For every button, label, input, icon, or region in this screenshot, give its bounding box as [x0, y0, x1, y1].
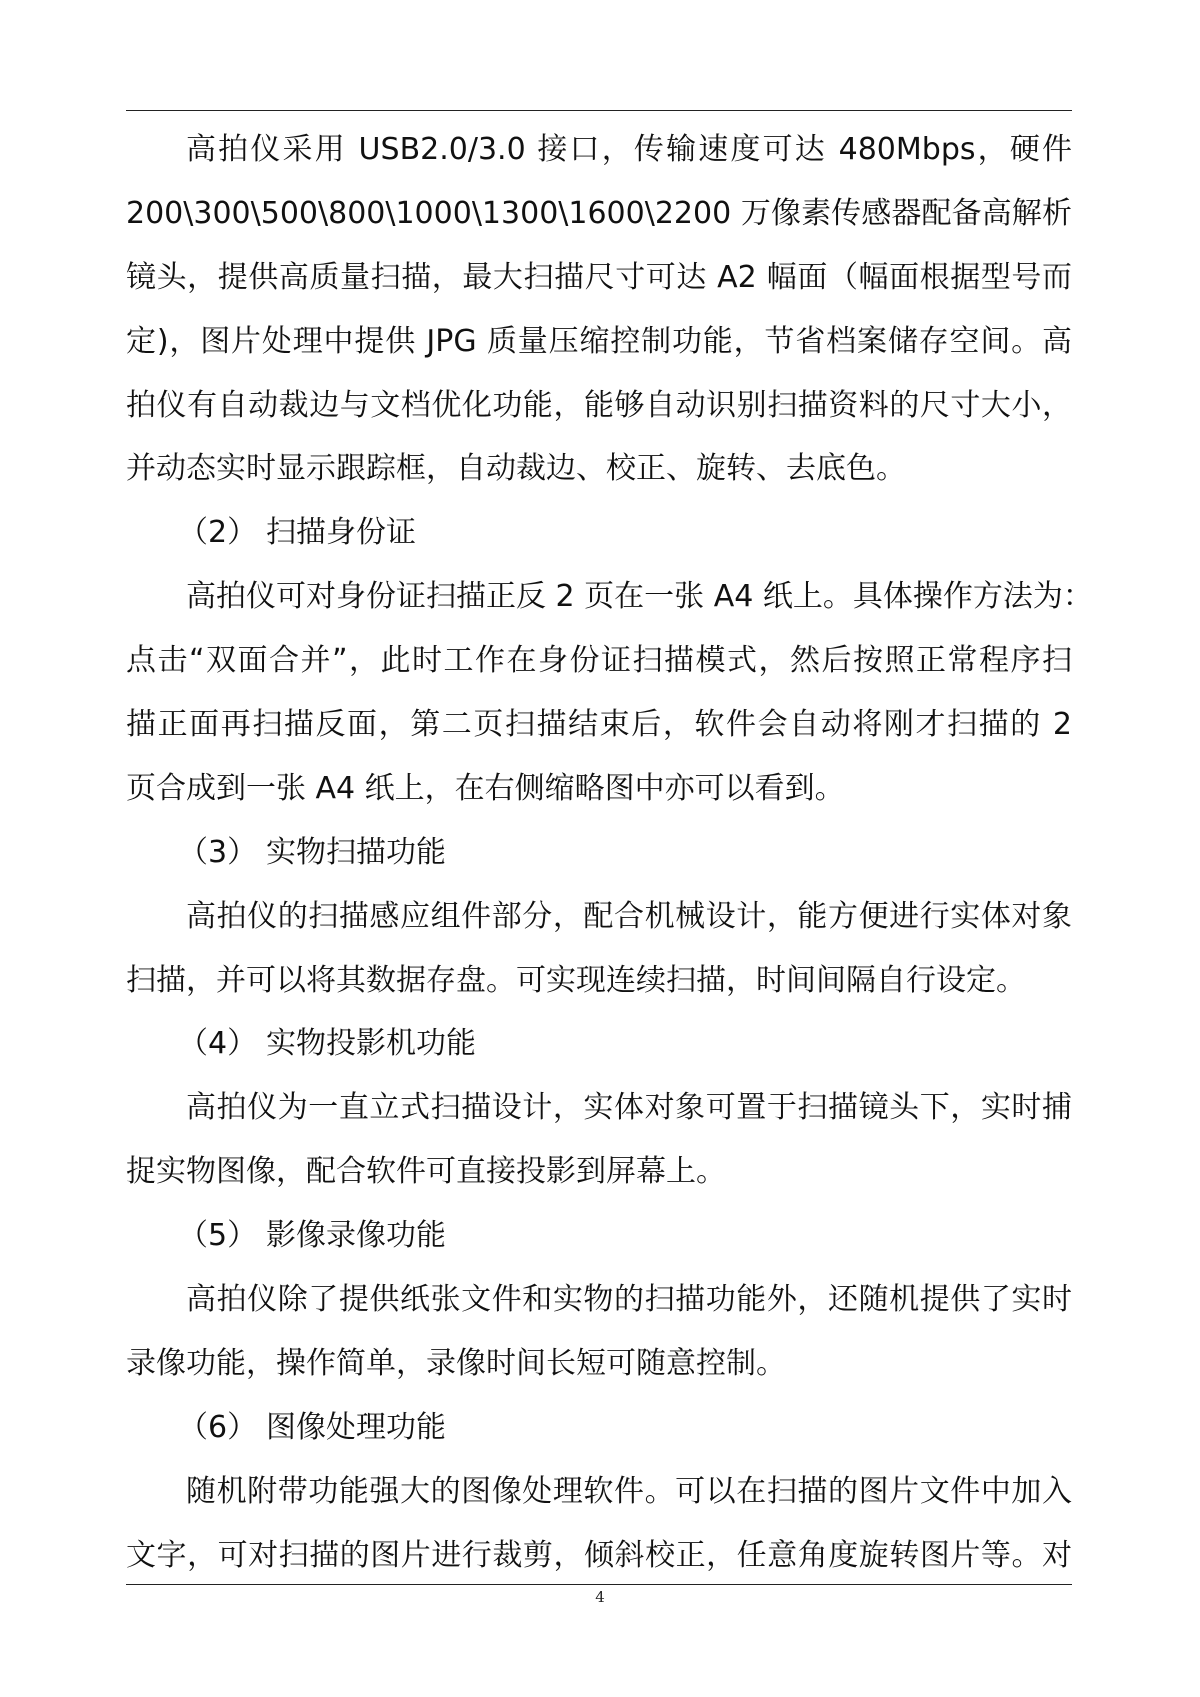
section-heading: [126, 1012, 1072, 1076]
section-title: 影像录像功能: [266, 1218, 446, 1254]
page-number: 4: [595, 1588, 605, 1606]
section-title: 扫描身份证: [266, 515, 416, 551]
section-number: （4）: [178, 1026, 258, 1062]
section-title: 实物投影机功能: [266, 1026, 476, 1062]
paragraph-line: 200\300\500\800\1000\1300\1600\2200 万像素传感器配备高解析: [126, 195, 1072, 231]
paragraph-line: 拍仪有自动裁边与文档优化功能，能够自动识别扫描资料的尺寸大小，: [126, 387, 1072, 423]
paragraph-line: 点击“双面合并”，此时工作在身份证扫描模式，然后按照正常程序扫: [126, 643, 1072, 679]
paragraph-line: 录像功能，操作简单，录像时间长短可随意控制。: [126, 1345, 786, 1381]
section-title: 实物扫描功能: [266, 834, 446, 870]
section-heading: [126, 1204, 1072, 1268]
section-number: （3）: [178, 834, 258, 870]
paragraph-line: 扫描，并可以将其数据存盘。可实现连续扫描，时间间隔自行设定。: [126, 962, 1026, 998]
paragraph-line: 高拍仪采用 USB2.0/3.0 接口，传输速度可达 480Mbps，硬件: [186, 132, 1072, 167]
paragraph-line: 高拍仪除了提供纸张文件和实物的扫描功能外，还随机提供了实时: [186, 1282, 1072, 1318]
header-rule: [126, 110, 1072, 111]
paragraph-line: 捉实物图像，配合软件可直接投影到屏幕上。: [126, 1154, 726, 1190]
paragraph-line: 高拍仪的扫描感应组件部分，配合机械设计，能方便进行实体对象: [186, 898, 1072, 934]
paragraph-line: 文字，可对扫描的图片进行裁剪，倾斜校正，任意角度旋转图片等。对: [126, 1537, 1072, 1573]
paragraph-line: 定)，图片处理中提供 JPG 质量压缩控制功能，节省档案储存空间。高: [126, 323, 1072, 359]
section-number: （5）: [178, 1218, 258, 1254]
section-heading: [126, 821, 1072, 885]
paragraph-line: 高拍仪为一直立式扫描设计，实体对象可置于扫描镜头下，实时捕: [186, 1090, 1072, 1126]
paragraph-line: 高拍仪可对身份证扫描正反 2 页在一张 A4 纸上。具体操作方法为：: [186, 579, 1093, 615]
paragraph-line: 页合成到一张 A4 纸上，在右侧缩略图中亦可以看到。: [126, 770, 845, 806]
section-number: （2）: [178, 515, 258, 551]
paragraph-line: 描正面再扫描反面，第二页扫描结束后，软件会自动将刚才扫描的 2: [126, 707, 1072, 743]
document-body: [126, 118, 1093, 1587]
paragraph-line: 随机附带功能强大的图像处理软件。可以在扫描的图片文件中加入: [186, 1473, 1072, 1509]
section-heading: [126, 501, 1072, 565]
paragraph-line: 镜头，提供高质量扫描，最大扫描尺寸可达 A2 幅面（幅面根据型号而: [126, 259, 1072, 295]
section-title: 图像处理功能: [266, 1409, 446, 1445]
section-heading: [126, 1396, 1072, 1460]
paragraph-line: 并动态实时显示跟踪框，自动裁边、校正、旋转、去底色。: [126, 451, 906, 487]
footer-rule: [126, 1584, 1072, 1585]
section-number: （6）: [178, 1409, 258, 1445]
